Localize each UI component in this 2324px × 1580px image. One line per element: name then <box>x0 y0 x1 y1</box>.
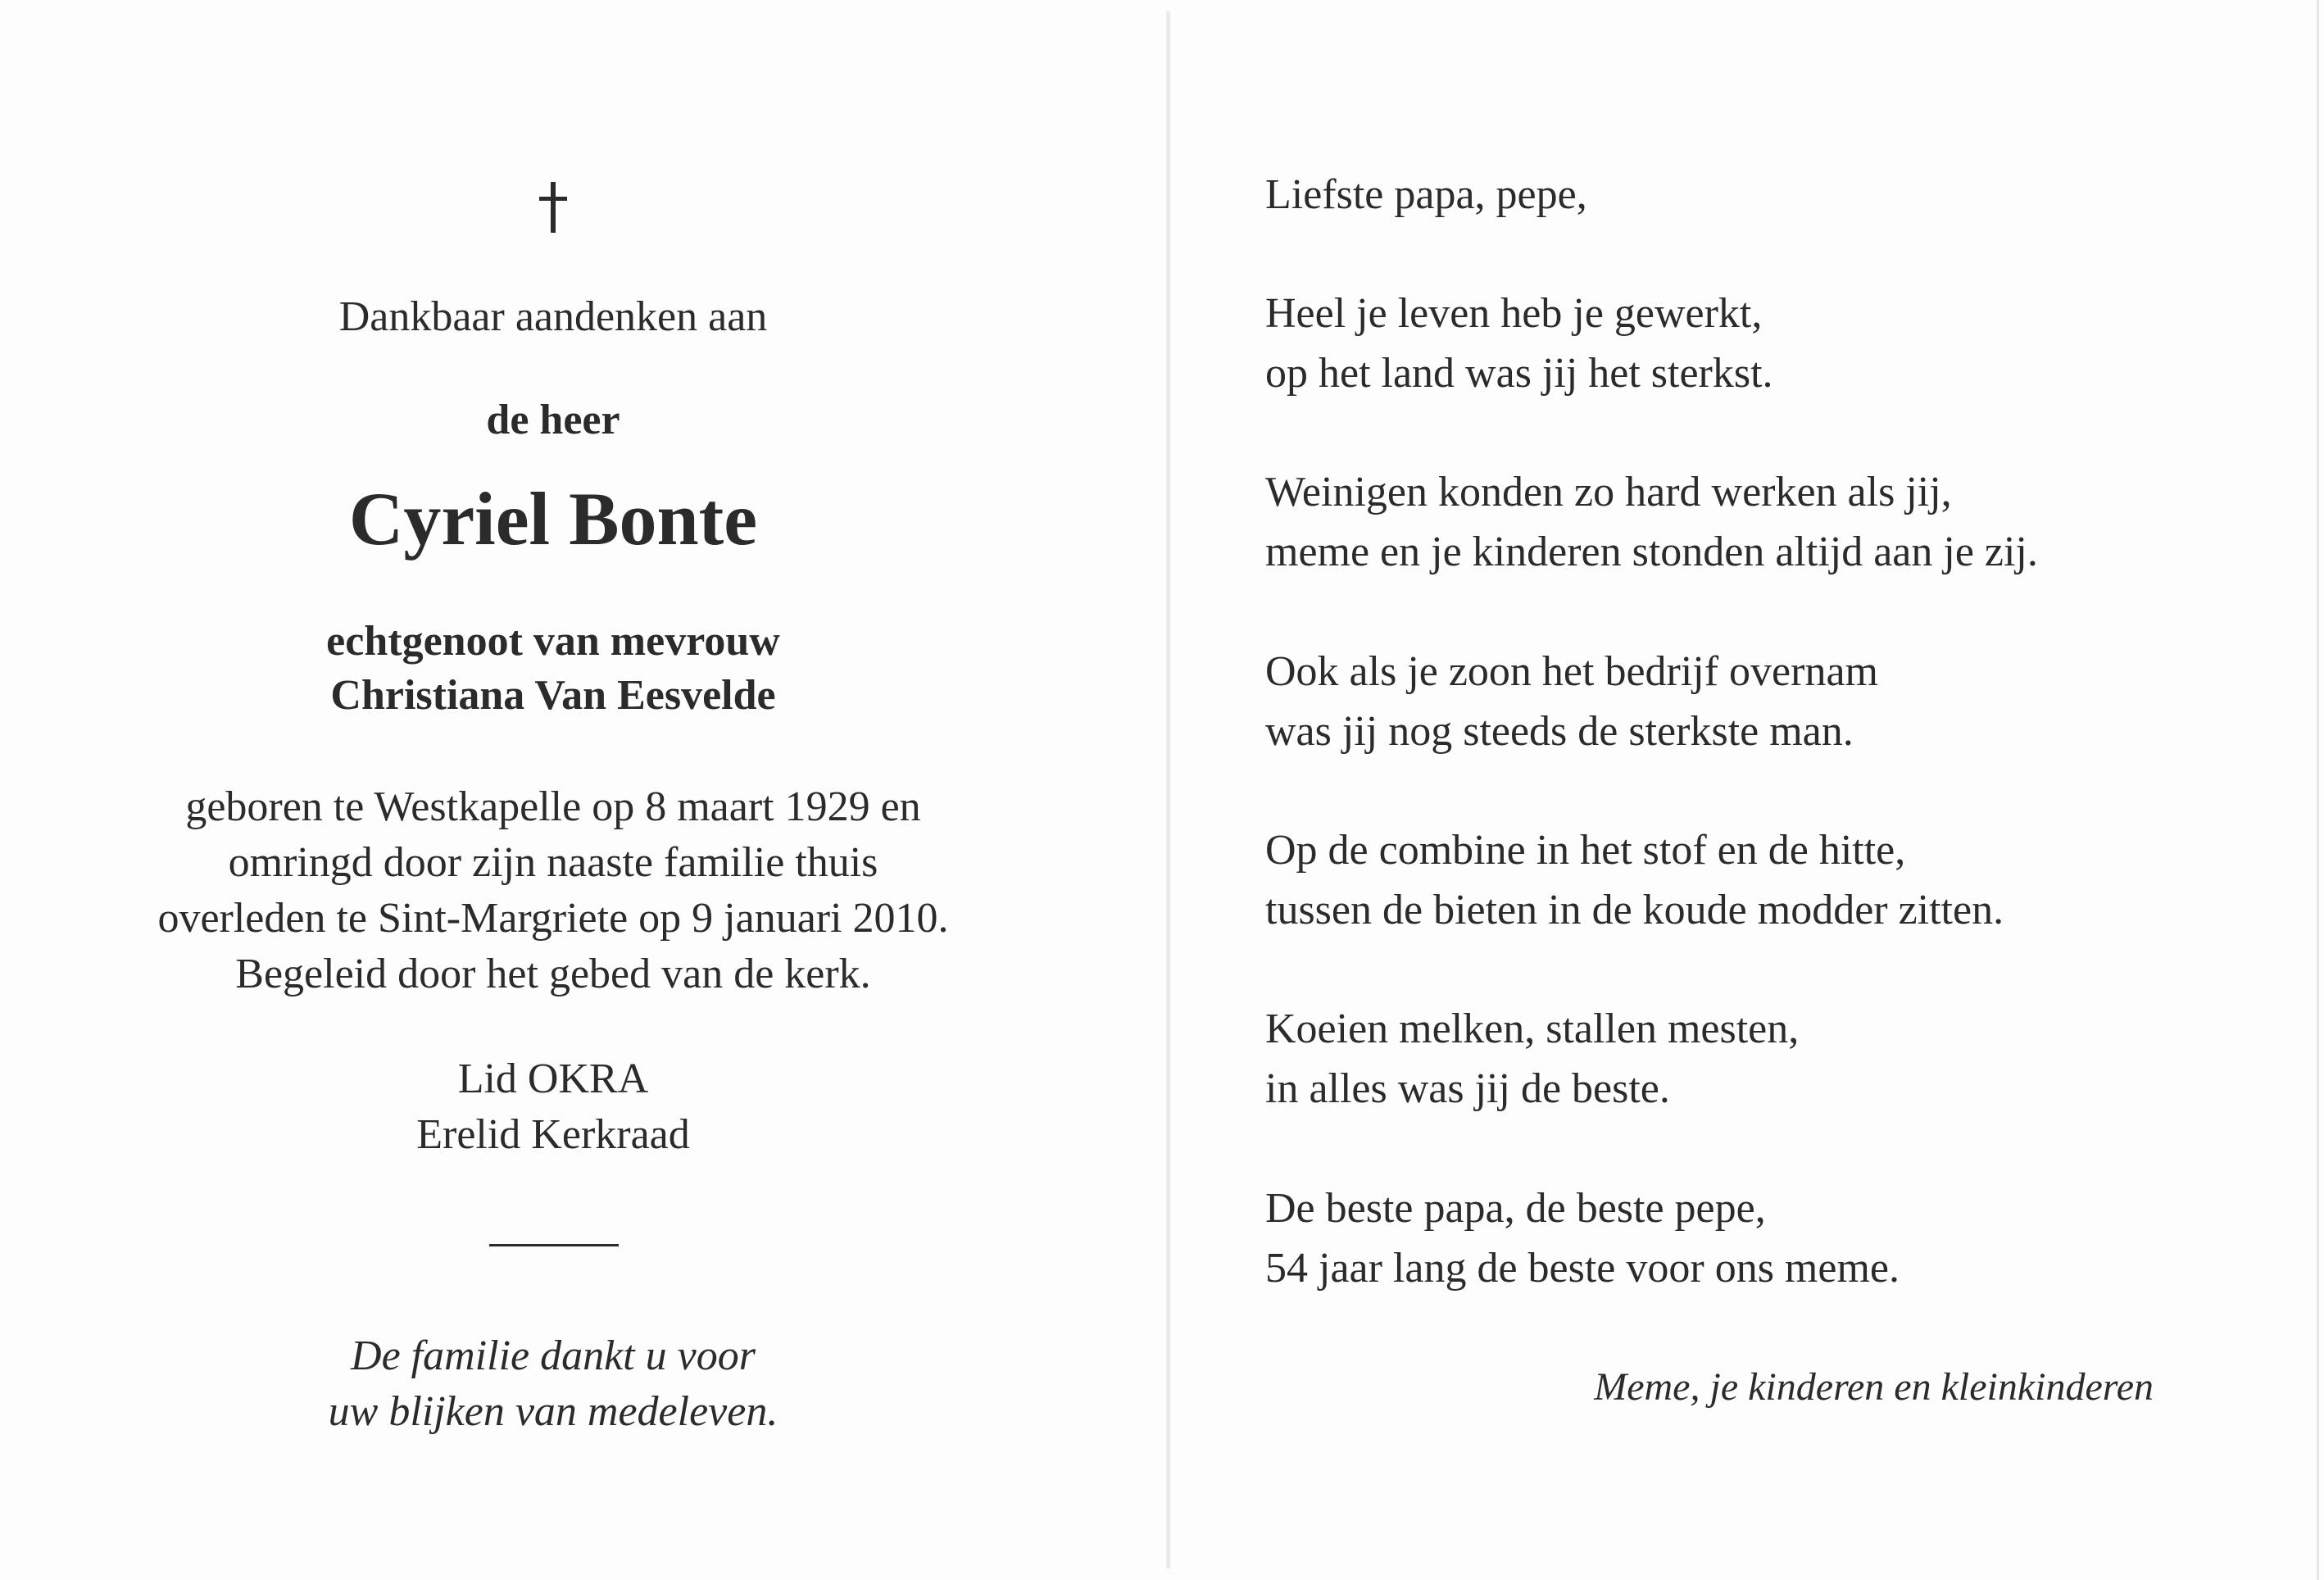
poem-line: meme en je kinderen stonden altijd aan je zij. <box>1265 529 2038 575</box>
signature: Meme, je kinderen en kleinkinderen <box>1594 1365 2154 1409</box>
cross-icon <box>534 182 572 233</box>
membership-line: Erelid Kerkraad <box>416 1111 690 1158</box>
poem-line: Op de combine in het stof en de hitte, <box>1265 827 1906 874</box>
bio-line: Begeleid door het gebed van de kerk. <box>235 951 871 997</box>
poem-line: De beste papa, de beste pepe, <box>1265 1185 1766 1232</box>
bio-line: geboren te Westkapelle op 8 maart 1929 en <box>185 783 921 830</box>
thanks-line: De familie dankt u voor <box>351 1333 756 1379</box>
card-fold <box>1166 11 1171 1569</box>
spouse-line-1: echtgenoot van mevrouw <box>326 618 780 665</box>
bio-line: omringd door zijn naaste familie thuis <box>228 839 878 886</box>
honorific: de heer <box>486 397 620 443</box>
deceased-name: Cyriel Bonte <box>348 477 758 561</box>
poem-line: in alles was jij de beste. <box>1265 1065 1670 1112</box>
poem-line: op het land was jij het sterkst. <box>1265 350 1773 397</box>
poem-line: Liefste papa, pepe, <box>1265 171 1587 218</box>
spouse-line-2: Christiana Van Eesvelde <box>330 672 776 719</box>
poem-line: 54 jaar lang de beste voor ons meme. <box>1265 1245 1900 1292</box>
intro-text: Dankbaar aandenken aan <box>338 293 768 340</box>
poem-line: was jij nog steeds de sterkste man. <box>1265 708 1854 755</box>
divider <box>489 1244 619 1246</box>
right-panel <box>1172 0 2324 1580</box>
poem-line: Ook als je zoon het bedrijf overnam <box>1265 648 1878 695</box>
bio-line: overleden te Sint-Margriete op 9 januari 2010. <box>157 895 949 942</box>
poem-line: Heel je leven heb je gewerkt, <box>1265 290 1763 337</box>
thanks-line: uw blijken van medeleven. <box>328 1388 778 1435</box>
poem-line: tussen de bieten in de koude modder zitten. <box>1265 887 2004 933</box>
poem-line: Weinigen konden zo hard werken als jij, <box>1265 469 1952 515</box>
poem-line: Koeien melken, stallen mesten, <box>1265 1006 1800 1052</box>
membership-line: Lid OKRA <box>457 1056 649 1102</box>
